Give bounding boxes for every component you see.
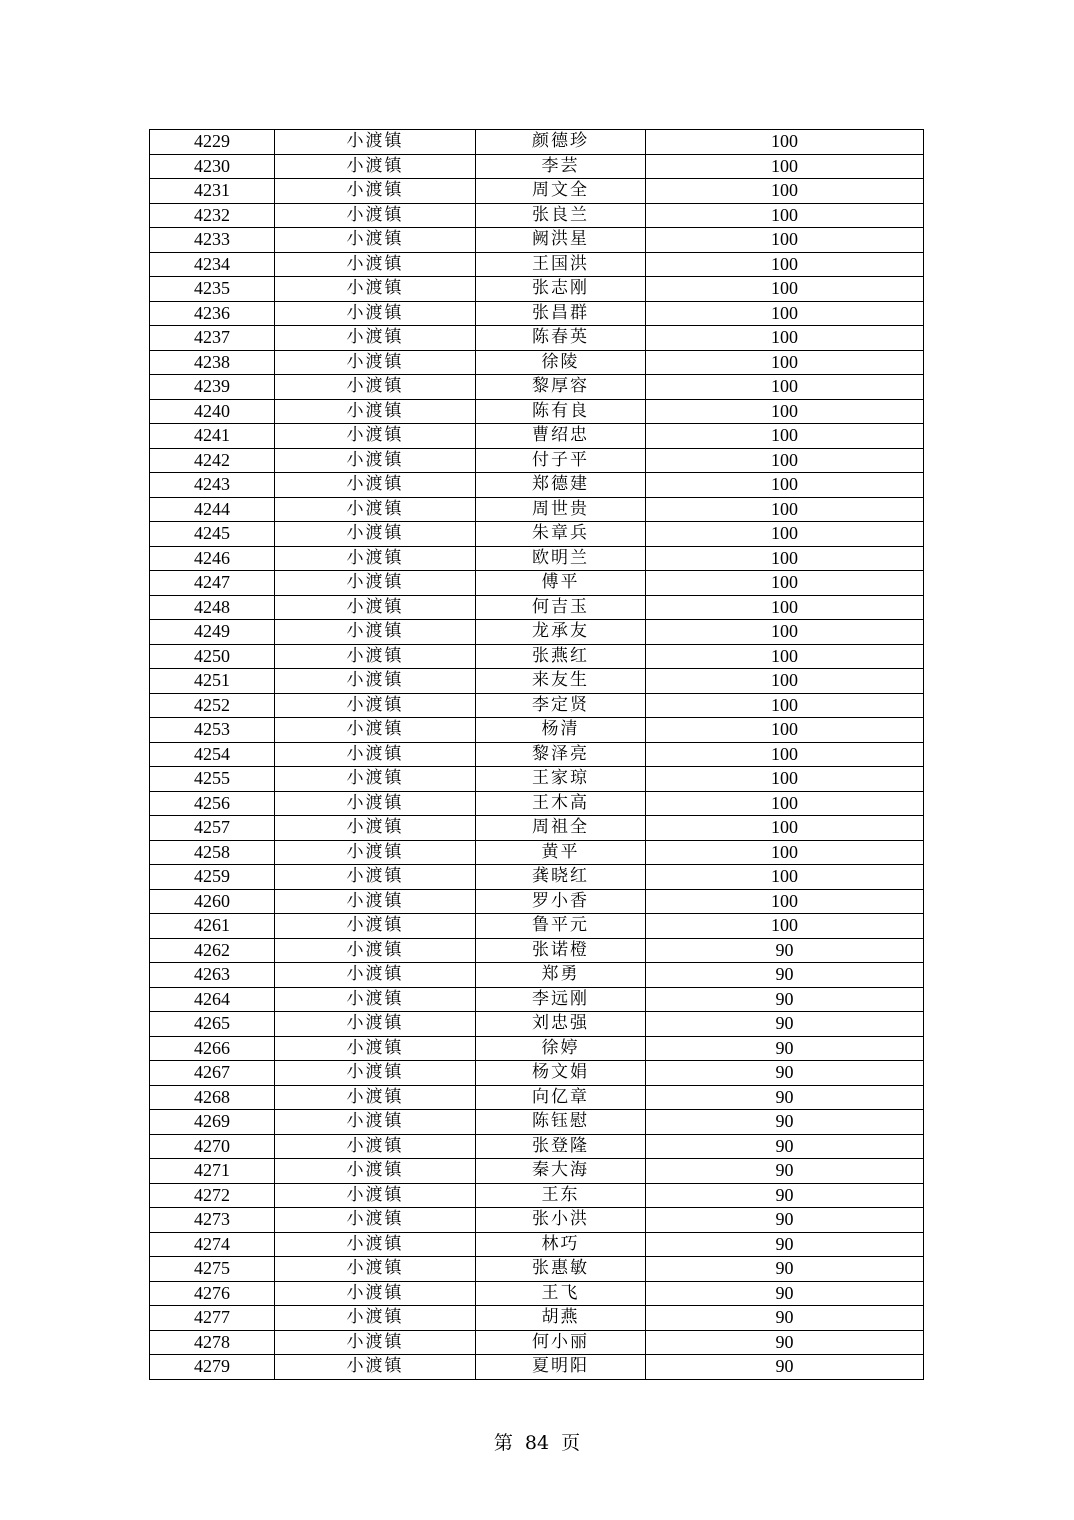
cell-name: 张诺橙: [476, 938, 646, 963]
table-row: [150, 1306, 924, 1331]
table-row: [150, 301, 924, 326]
cell-number: 4258: [150, 840, 275, 865]
cell-name: 张志刚: [476, 277, 646, 302]
table-row: [150, 791, 924, 816]
cell-town: 小渡镇: [275, 1061, 476, 1086]
cell-number: 4249: [150, 620, 275, 645]
cell-number: 4255: [150, 767, 275, 792]
cell-score: 90: [646, 1208, 924, 1233]
cell-name: 李芸: [476, 154, 646, 179]
cell-name: 付子平: [476, 448, 646, 473]
table-row: [150, 1134, 924, 1159]
cell-town: 小渡镇: [275, 1306, 476, 1331]
cell-town: 小渡镇: [275, 1355, 476, 1380]
cell-score: 90: [646, 987, 924, 1012]
table-row: [150, 914, 924, 939]
cell-name: 向亿章: [476, 1085, 646, 1110]
cell-score: 100: [646, 889, 924, 914]
cell-number: 4251: [150, 669, 275, 694]
cell-name: 陈春英: [476, 326, 646, 351]
cell-score: 90: [646, 1134, 924, 1159]
cell-number: 4266: [150, 1036, 275, 1061]
cell-town: 小渡镇: [275, 620, 476, 645]
cell-town: 小渡镇: [275, 840, 476, 865]
cell-name: 罗小香: [476, 889, 646, 914]
table-row: [150, 1159, 924, 1184]
cell-score: 100: [646, 816, 924, 841]
cell-number: 4254: [150, 742, 275, 767]
cell-number: 4232: [150, 203, 275, 228]
table-row: [150, 1085, 924, 1110]
cell-town: 小渡镇: [275, 669, 476, 694]
cell-score: 100: [646, 448, 924, 473]
cell-town: 小渡镇: [275, 301, 476, 326]
cell-number: 4259: [150, 865, 275, 890]
cell-number: 4273: [150, 1208, 275, 1233]
table-row: [150, 1257, 924, 1282]
table-row: [150, 252, 924, 277]
cell-number: 4260: [150, 889, 275, 914]
cell-town: 小渡镇: [275, 228, 476, 253]
cell-town: 小渡镇: [275, 1330, 476, 1355]
cell-number: 4233: [150, 228, 275, 253]
cell-name: 周祖全: [476, 816, 646, 841]
cell-name: 颜德珍: [476, 130, 646, 155]
cell-town: 小渡镇: [275, 1208, 476, 1233]
cell-score: 100: [646, 179, 924, 204]
table-row: [150, 1061, 924, 1086]
table-row: [150, 179, 924, 204]
table-row: [150, 130, 924, 155]
cell-name: 林巧: [476, 1232, 646, 1257]
cell-name: 徐婷: [476, 1036, 646, 1061]
table-row: [150, 350, 924, 375]
cell-number: 4269: [150, 1110, 275, 1135]
cell-score: 100: [646, 375, 924, 400]
cell-number: 4271: [150, 1159, 275, 1184]
cell-number: 4230: [150, 154, 275, 179]
cell-number: 4257: [150, 816, 275, 841]
cell-number: 4272: [150, 1183, 275, 1208]
table-row: [150, 938, 924, 963]
cell-town: 小渡镇: [275, 767, 476, 792]
cell-number: 4277: [150, 1306, 275, 1331]
cell-name: 张燕红: [476, 644, 646, 669]
cell-town: 小渡镇: [275, 1036, 476, 1061]
cell-name: 杨文娟: [476, 1061, 646, 1086]
table-row: [150, 203, 924, 228]
cell-name: 杨清: [476, 718, 646, 743]
cell-town: 小渡镇: [275, 1134, 476, 1159]
cell-number: 4268: [150, 1085, 275, 1110]
cell-score: 100: [646, 252, 924, 277]
cell-score: 100: [646, 522, 924, 547]
cell-name: 傅平: [476, 571, 646, 596]
table-body: [150, 130, 924, 1380]
table-row: [150, 424, 924, 449]
cell-name: 曹绍忠: [476, 424, 646, 449]
table-row: [150, 840, 924, 865]
table-row: [150, 742, 924, 767]
table-row: [150, 228, 924, 253]
cell-town: 小渡镇: [275, 326, 476, 351]
table-row: [150, 1183, 924, 1208]
cell-town: 小渡镇: [275, 375, 476, 400]
cell-name: 郑勇: [476, 963, 646, 988]
table-row: [150, 1110, 924, 1135]
cell-number: 4245: [150, 522, 275, 547]
cell-number: 4279: [150, 1355, 275, 1380]
cell-town: 小渡镇: [275, 1183, 476, 1208]
cell-score: 100: [646, 154, 924, 179]
cell-score: 90: [646, 938, 924, 963]
table-row: [150, 693, 924, 718]
cell-score: 90: [646, 1159, 924, 1184]
table-row: [150, 1232, 924, 1257]
cell-score: 100: [646, 669, 924, 694]
cell-name: 王国洪: [476, 252, 646, 277]
cell-town: 小渡镇: [275, 963, 476, 988]
cell-town: 小渡镇: [275, 987, 476, 1012]
cell-name: 朱章兵: [476, 522, 646, 547]
table-row: [150, 816, 924, 841]
cell-town: 小渡镇: [275, 399, 476, 424]
cell-number: 4240: [150, 399, 275, 424]
data-table-container: [149, 129, 923, 1380]
cell-name: 徐陵: [476, 350, 646, 375]
cell-town: 小渡镇: [275, 203, 476, 228]
cell-town: 小渡镇: [275, 1159, 476, 1184]
cell-town: 小渡镇: [275, 644, 476, 669]
table-row: [150, 399, 924, 424]
cell-name: 欧明兰: [476, 546, 646, 571]
cell-number: 4235: [150, 277, 275, 302]
cell-name: 王木高: [476, 791, 646, 816]
cell-town: 小渡镇: [275, 473, 476, 498]
cell-town: 小渡镇: [275, 1085, 476, 1110]
cell-name: 郑德建: [476, 473, 646, 498]
cell-name: 刘忠强: [476, 1012, 646, 1037]
cell-score: 100: [646, 865, 924, 890]
table-row: [150, 473, 924, 498]
cell-name: 张昌群: [476, 301, 646, 326]
cell-town: 小渡镇: [275, 1257, 476, 1282]
cell-town: 小渡镇: [275, 693, 476, 718]
table-row: [150, 277, 924, 302]
cell-score: 100: [646, 473, 924, 498]
cell-score: 90: [646, 1085, 924, 1110]
table-row: [150, 497, 924, 522]
cell-name: 王东: [476, 1183, 646, 1208]
cell-score: 90: [646, 1110, 924, 1135]
cell-name: 龙承友: [476, 620, 646, 645]
cell-score: 100: [646, 914, 924, 939]
cell-number: 4246: [150, 546, 275, 571]
cell-name: 陈有良: [476, 399, 646, 424]
cell-number: 4234: [150, 252, 275, 277]
cell-score: 100: [646, 693, 924, 718]
cell-score: 90: [646, 1183, 924, 1208]
cell-name: 鲁平元: [476, 914, 646, 939]
cell-town: 小渡镇: [275, 277, 476, 302]
cell-name: 王飞: [476, 1281, 646, 1306]
cell-score: 100: [646, 791, 924, 816]
cell-number: 4265: [150, 1012, 275, 1037]
cell-number: 4231: [150, 179, 275, 204]
table-row: [150, 326, 924, 351]
cell-score: 100: [646, 424, 924, 449]
cell-score: 90: [646, 1306, 924, 1331]
cell-name: 黎泽亮: [476, 742, 646, 767]
cell-town: 小渡镇: [275, 1110, 476, 1135]
cell-number: 4252: [150, 693, 275, 718]
cell-town: 小渡镇: [275, 497, 476, 522]
cell-number: 4248: [150, 595, 275, 620]
cell-name: 李定贤: [476, 693, 646, 718]
table-row: [150, 644, 924, 669]
cell-name: 张惠敏: [476, 1257, 646, 1282]
cell-town: 小渡镇: [275, 816, 476, 841]
cell-number: 4242: [150, 448, 275, 473]
cell-name: 陈钰慰: [476, 1110, 646, 1135]
table-row: [150, 889, 924, 914]
cell-town: 小渡镇: [275, 546, 476, 571]
cell-score: 90: [646, 1061, 924, 1086]
cell-town: 小渡镇: [275, 718, 476, 743]
cell-town: 小渡镇: [275, 130, 476, 155]
cell-number: 4270: [150, 1134, 275, 1159]
cell-name: 龚晓红: [476, 865, 646, 890]
cell-score: 90: [646, 1232, 924, 1257]
cell-number: 4276: [150, 1281, 275, 1306]
cell-town: 小渡镇: [275, 448, 476, 473]
cell-name: 秦大海: [476, 1159, 646, 1184]
cell-town: 小渡镇: [275, 522, 476, 547]
cell-name: 何吉玉: [476, 595, 646, 620]
cell-number: 4253: [150, 718, 275, 743]
table-row: [150, 987, 924, 1012]
table-row: [150, 865, 924, 890]
cell-number: 4274: [150, 1232, 275, 1257]
cell-name: 张登隆: [476, 1134, 646, 1159]
cell-town: 小渡镇: [275, 350, 476, 375]
data-table: [149, 129, 924, 1380]
table-row: [150, 595, 924, 620]
cell-town: 小渡镇: [275, 938, 476, 963]
cell-score: 90: [646, 1012, 924, 1037]
cell-number: 4267: [150, 1061, 275, 1086]
table-row: [150, 375, 924, 400]
cell-score: 100: [646, 399, 924, 424]
cell-town: 小渡镇: [275, 865, 476, 890]
cell-score: 100: [646, 571, 924, 596]
cell-score: 90: [646, 1355, 924, 1380]
cell-name: 黄平: [476, 840, 646, 865]
cell-number: 4238: [150, 350, 275, 375]
cell-name: 何小丽: [476, 1330, 646, 1355]
cell-number: 4250: [150, 644, 275, 669]
cell-number: 4241: [150, 424, 275, 449]
cell-score: 100: [646, 326, 924, 351]
cell-number: 4278: [150, 1330, 275, 1355]
cell-score: 90: [646, 1257, 924, 1282]
cell-number: 4244: [150, 497, 275, 522]
cell-number: 4229: [150, 130, 275, 155]
cell-score: 100: [646, 203, 924, 228]
cell-town: 小渡镇: [275, 1012, 476, 1037]
cell-score: 100: [646, 840, 924, 865]
table-row: [150, 718, 924, 743]
cell-score: 100: [646, 130, 924, 155]
cell-score: 90: [646, 1036, 924, 1061]
table-row: [150, 546, 924, 571]
page-number: 第 84 页: [493, 1432, 581, 1454]
cell-town: 小渡镇: [275, 571, 476, 596]
cell-score: 90: [646, 1330, 924, 1355]
cell-name: 来友生: [476, 669, 646, 694]
cell-name: 张良兰: [476, 203, 646, 228]
cell-number: 4264: [150, 987, 275, 1012]
cell-name: 张小洪: [476, 1208, 646, 1233]
cell-score: 90: [646, 1281, 924, 1306]
cell-town: 小渡镇: [275, 1232, 476, 1257]
cell-number: 4243: [150, 473, 275, 498]
cell-name: 周世贵: [476, 497, 646, 522]
cell-name: 胡燕: [476, 1306, 646, 1331]
table-row: [150, 1330, 924, 1355]
cell-number: 4247: [150, 571, 275, 596]
cell-name: 阙洪星: [476, 228, 646, 253]
cell-town: 小渡镇: [275, 252, 476, 277]
cell-number: 4275: [150, 1257, 275, 1282]
cell-score: 100: [646, 546, 924, 571]
cell-town: 小渡镇: [275, 914, 476, 939]
cell-score: 100: [646, 301, 924, 326]
cell-score: 100: [646, 595, 924, 620]
cell-number: 4261: [150, 914, 275, 939]
cell-score: 100: [646, 742, 924, 767]
table-row: [150, 1208, 924, 1233]
cell-score: 100: [646, 620, 924, 645]
table-row: [150, 669, 924, 694]
table-row: [150, 1036, 924, 1061]
cell-score: 100: [646, 497, 924, 522]
table-row: [150, 620, 924, 645]
cell-name: 周文全: [476, 179, 646, 204]
cell-number: 4236: [150, 301, 275, 326]
cell-number: 4263: [150, 963, 275, 988]
table-row: [150, 1012, 924, 1037]
cell-score: 100: [646, 718, 924, 743]
cell-town: 小渡镇: [275, 595, 476, 620]
cell-number: 4262: [150, 938, 275, 963]
table-row: [150, 1281, 924, 1306]
cell-town: 小渡镇: [275, 1281, 476, 1306]
cell-town: 小渡镇: [275, 791, 476, 816]
cell-score: 100: [646, 228, 924, 253]
cell-name: 夏明阳: [476, 1355, 646, 1380]
cell-score: 100: [646, 350, 924, 375]
table-row: [150, 571, 924, 596]
table-row: [150, 448, 924, 473]
cell-town: 小渡镇: [275, 889, 476, 914]
cell-name: 李远刚: [476, 987, 646, 1012]
cell-score: 100: [646, 277, 924, 302]
cell-number: 4237: [150, 326, 275, 351]
table-row: [150, 1355, 924, 1380]
cell-town: 小渡镇: [275, 154, 476, 179]
table-row: [150, 767, 924, 792]
cell-town: 小渡镇: [275, 179, 476, 204]
table-row: [150, 963, 924, 988]
cell-number: 4256: [150, 791, 275, 816]
cell-number: 4239: [150, 375, 275, 400]
cell-score: 90: [646, 963, 924, 988]
cell-name: 黎厚容: [476, 375, 646, 400]
cell-town: 小渡镇: [275, 424, 476, 449]
table-row: [150, 154, 924, 179]
cell-name: 王家琼: [476, 767, 646, 792]
cell-town: 小渡镇: [275, 742, 476, 767]
cell-score: 100: [646, 767, 924, 792]
table-row: [150, 522, 924, 547]
cell-score: 100: [646, 644, 924, 669]
